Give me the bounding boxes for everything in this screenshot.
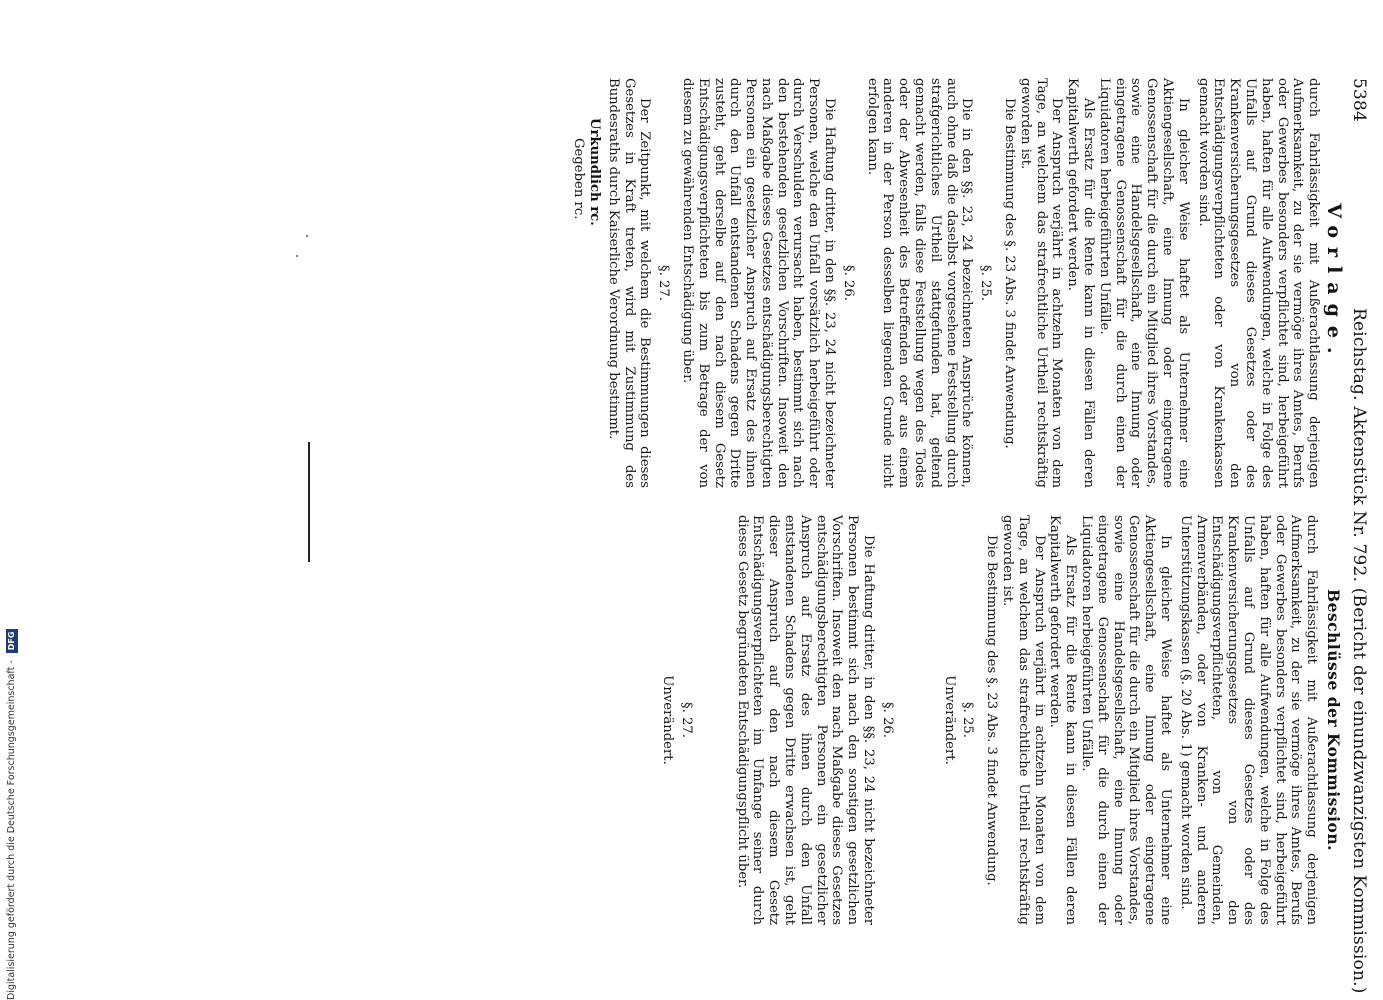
scan-speck [306,235,308,237]
closing-urkundlich: Urkundlich rc. [586,118,602,226]
left-paragraph-1: durch Fahrlässigkeit mit Außerachtlassung derjenigen Aufmerksamkeit, zu der sie vermöge ihres Amtes, Berufs oder Gewerbes besonders verpflichtet sind, herbeigeführt haben, haften für alle Aufwendungen, welche in Folge des Unfalls auf Grund dieses Gesetzes oder des Krankenversicherungsgesetzes von den Entschädigungsverpflichteten oder von Krankenkassen gemacht worden sind. [1195,78,1322,488]
right-paragraph-4: Der Anspruch verjährt in achtzehn Monaten von dem Tage, an welchem das strafrechtliche Urtheil rechtskräftig geworden ist. [1000,515,1047,925]
digitization-footer [4,0,24,1000]
left-section-25-heading: §. 25. [978,265,994,301]
right-paragraph-3: Als Ersatz für die Rente kann in diesen Fällen deren Kapitalwerth gefordert werden. [1047,515,1079,925]
closing-gegeben: Gegeben rc. [571,138,587,220]
left-column-vorlage [570,78,1345,488]
closing-rule [308,442,310,562]
right-section-25-heading: §. 25. [960,702,976,738]
right-column-beschluesse [659,515,1341,925]
right-paragraph-5: Die Bestimmung des §. 23 Abs. 3 findet Anwendung. [984,535,1000,886]
right-section-25-text: Unverändert. [941,675,957,765]
left-section-26-text: Die Haftung dritter, in den §§. 23, 24 nicht bezeichneter Personen, welche den Unfall vorsätzlich herbeigeführt oder durch Verschulden verursacht haben, bestimmt sich nach den bestehenden gesetzlichen Vorschriften. Insoweit den nach Maßgabe dieses Gesetzes entschädigungsberechtigten Personen ein gesetzlicher Anspruch auf Ersatz des ihnen durch den Unfall entstandenen Schadens gegen Dritte zusteht, geht derselbe auf den nach diesem Gesetz Entschädigungsverpflichteten bis zum Betrage der von diesem zu gewährenden Entschädigung über. [679,78,838,488]
right-paragraph-1: durch Fahrlässigkeit mit Außerachtlassung derjenigen Aufmerksamkeit, zu der sie vermöge ihres Amtes, Berufs oder Gewerbes besonders verpflichtet sind, herbeigeführt haben, haften für alle Aufwendungen, welche in Folge des Unfalls auf Grund dieses Gesetzes oder des Krankenversicherungsgesetzes von den Entschädigungsverpflichteten, von Gemeinden, Armenverbänden, oder von Kranken- und anderen Unterstützungskassen (§. 20 Abs. 1) gemacht worden sind. [1177,515,1320,925]
right-section-26-heading: §. 26. [879,702,895,738]
left-paragraph-4: Der Anspruch verjährt in achtzehn Monaten von dem Tage, an welchem das strafrechtliche Urtheil rechtskräftig geworden ist. [1017,78,1065,488]
left-section-27-text: Der Zeitpunkt, mit welchem die Bestimmungen dieses Gesetzes in Kraft treten, wird mit Zustimmung des Bundesraths durch Kaiserliche Verordnung bestimmt. [605,78,653,488]
dfg-logo: DFG [6,629,18,654]
scan-speck [296,255,298,257]
right-section-27-heading: §. 27. [678,702,694,738]
page-number: 5384 [1349,78,1369,123]
left-section-25-text: Die in den §§. 23, 24 bezeichneten Ansprüche können, auch ohne daß die daselbst vorgesehene Feststellung durch strafgerichtliches Urtheil stattgefunden hat, geltend gemacht werden, falls diese Feststellung wegen des Todes oder der Abwesenheit des Betreffenden oder aus einem anderen in der Person desselben liegenden Grunde nicht erfolgen kann. [864,78,975,488]
right-section-26-text: Die Haftung dritter, in den §§. 23, 24 nicht bezeichneter Personen bestimmt sich nach den sonstigen gesetzlichen Vorschriften. Insoweit den nach Maßgabe dieses Gesetzes entschädigungsberechtigten Personen ein gesetzlicher Anspruch auf Ersatz des ihnen durch den Unfall entstandenen Schadens gegen Dritte erwachsen ist, geht dieser Anspruch auf den nach diesem Gesetz Entschädigungsverpflichteten im Umfange seiner durch dieses Gesetz begründeten Entschädigungspflicht über. [734,515,877,925]
right-section-27-text: Unverändert. [660,675,676,765]
column-title-vorlage: Vorlage. [1323,203,1345,363]
left-paragraph-5: Die Bestimmung des §. 23 Abs. 3 findet Anwendung. [1002,98,1018,449]
left-section-26-heading: §. 26. [840,265,856,301]
left-paragraph-2: In gleicher Weise haftet als Unternehmer eine Aktiengesellschaft, eine Innung oder eingetragene Genossenschaft für die durch ein Mitglied ihres Vorstandes, sowie eine Handelsgesellschaft, eine Innung oder eingetragene Genossenschaft für die durch einen der Liquidatoren herbeigeführten Unfälle. [1096,78,1191,488]
right-paragraph-2: In gleicher Weise haftet als Unternehmer eine Aktiengesellschaft, eine Innung oder eingetragene Genossenschaft für die durch ein Mitglied ihres Vorstandes, sowie eine Handelsgesellschaft, eine Innung oder eingetragene Genossenschaft für die durch einen der Liquidatoren herbeigeführten Unfälle. [1079,515,1174,925]
running-head: Reichstag. Aktenstück Nr. 792. (Bericht der einundzwanzigsten Kommission.) [1349,308,1369,994]
footer-note: Digitalisierung gefördert durch die Deutsche Forschungsgemeinschaft - [6,660,17,1000]
left-section-27-heading: §. 27. [656,265,672,301]
left-paragraph-3: Als Ersatz für die Rente kann in diesen Fällen deren Kapitalwerth gefordert werden. [1065,78,1097,488]
column-title-beschluesse: Beschlüsse der Kommission. [1324,588,1343,852]
